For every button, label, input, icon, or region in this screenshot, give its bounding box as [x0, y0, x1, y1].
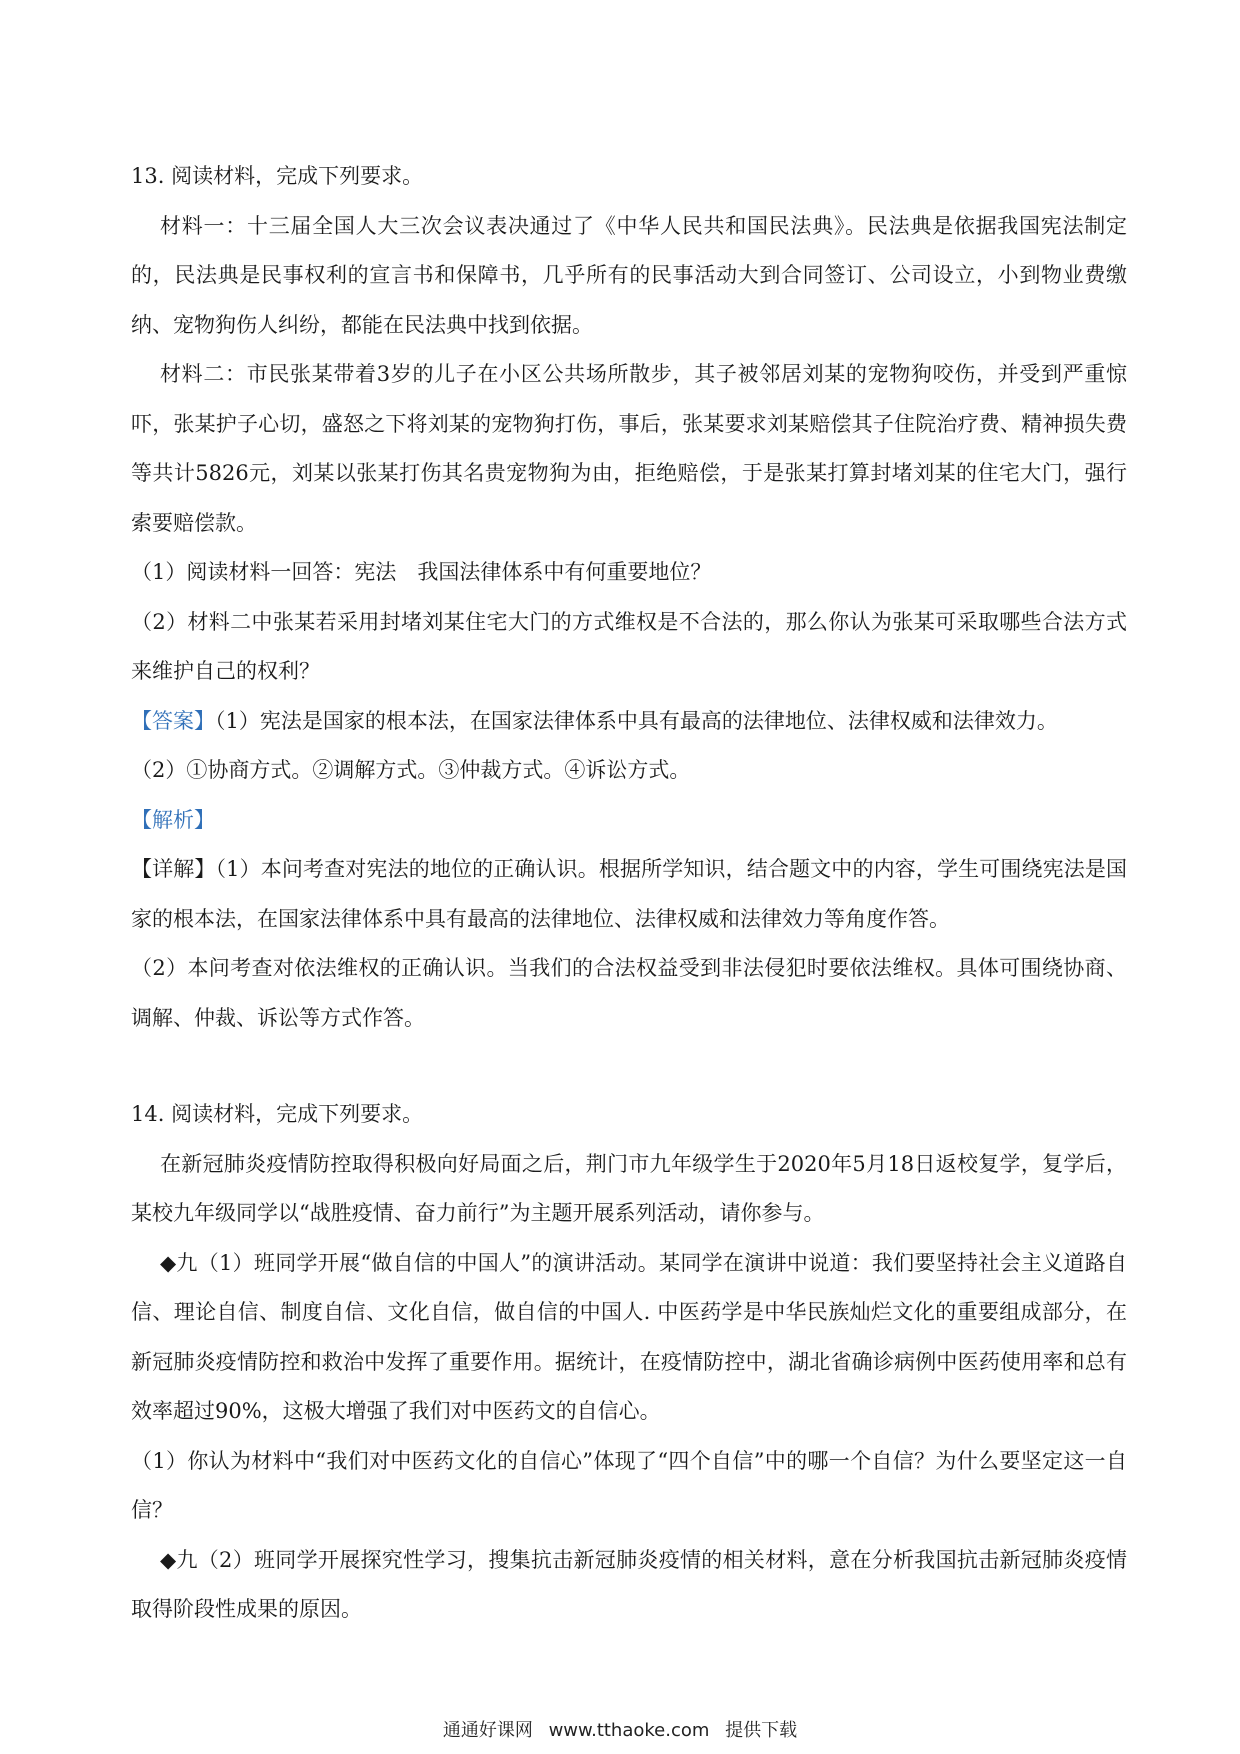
footer-suffix: 提供下载: [725, 1720, 798, 1741]
answer-label: 【答案】: [131, 708, 215, 733]
page-footer: [0, 1716, 1240, 1742]
footer-url[interactable]: www.tthaoke.com: [548, 1720, 710, 1741]
question-13-detail-1: [131, 845, 1127, 944]
question-14-activity-2: ◆九（2）班同学开展探究性学习，搜集抗击新冠肺炎疫情的相关材料，意在分析我国抗击新冠肺炎疫情取得阶段性成果的原因。: [131, 1547, 1127, 1621]
question-14-activity-1: ◆九（1）班同学开展“做自信的中国人”的演讲活动。某同学在演讲中说道：我们要坚持社会主义道路自信、理论自信、制度自信、文化自信，做自信的中国人. 中医药学是中华民族灿烂文化的重要组成部分，在新冠肺炎疫情防控和救治中发挥了重要作用。据统计，在疫情防控中，湖北省确诊病例中医药使用率和总有效率超过90%，这极大增强了我们对中医药文的自信心。: [131, 1250, 1127, 1423]
question-13-subquestion-1: （1）阅读材料一回答：宪法 我国法律体系中有何重要地位？: [131, 560, 712, 584]
question-14-subquestion-1: （1）你认为材料中“我们对中医药文化的自信心”体现了“四个自信”中的哪一个自信？为什么要坚定这一自信？: [131, 1448, 1127, 1522]
question-13-detail-2: （2）本问考查对依法维权的正确认识。当我们的合法权益受到非法侵犯时要依法维权。具体可围绕协商、调解、仲裁、诉讼等方式作答。: [131, 956, 1127, 1030]
section-gap: [131, 1043, 1127, 1090]
question-14-intro: 在新冠肺炎疫情防控取得积极向好局面之后，荆门市九年级学生于2020年5月18日返校复学，复学后，某校九年级同学以“战胜疫情、奋力前行”为主题开展系列活动，请你参与。: [131, 1151, 1127, 1225]
question-13-answer-2: （2）①协商方式。②调解方式。③仲裁方式。④诉讼方式。: [131, 758, 691, 782]
question-13-title: 13. 阅读材料，完成下列要求。: [131, 164, 424, 188]
page-content: [131, 152, 1127, 1635]
detail-label: 【详解】: [131, 857, 216, 881]
question-13-subquestion-2: （2）材料二中张某若采用封堵刘某住宅大门的方式维权是不合法的，那么你认为张某可采取哪些合法方式来维护自己的权利？: [131, 609, 1127, 683]
analysis-label: 【解析】: [131, 807, 215, 832]
question-13-analysis: [131, 796, 1127, 846]
detail-1-text: （1）本问考查对宪法的地位的正确认识。根据所学知识，结合题文中的内容，学生可围绕宪法是国家的根本法，在国家法律体系中具有最高的法律地位、法律权威和法律效力等角度作答。: [131, 857, 1128, 931]
question-14-title: 14. 阅读材料，完成下列要求。: [131, 1102, 424, 1126]
question-13-material-2: 材料二：市民张某带着3岁的儿子在小区公共场所散步，其子被邻居刘某的宠物狗咬伤，并受到严重惊吓，张某护子心切，盛怒之下将刘某的宠物狗打伤，事后，张某要求刘某赔偿其子住院治疗费、精神损失费等共计5826元，刘某以张某打伤其名贵宠物狗为由，拒绝赔偿，于是张某打算封堵刘某的住宅大门，强行索要赔偿款。: [131, 362, 1127, 535]
question-13-answer-1: [131, 697, 1127, 747]
question-13-material-1: 材料一：十三届全国人大三次会议表决通过了《中华人民共和国民法典》。民法典是依据我国宪法制定的，民法典是民事权利的宣言书和保障书，几乎所有的民事活动大到合同签订、公司设立，小到物业费缴纳、宠物狗伤人纠纷，都能在民法典中找到依据。: [131, 213, 1127, 337]
footer-site-name: 通通好课网: [442, 1720, 533, 1741]
answer-1-text: （1）宪法是国家的根本法，在国家法律体系中具有最高的法律地位、法律权威和法律效力。: [215, 708, 1058, 733]
